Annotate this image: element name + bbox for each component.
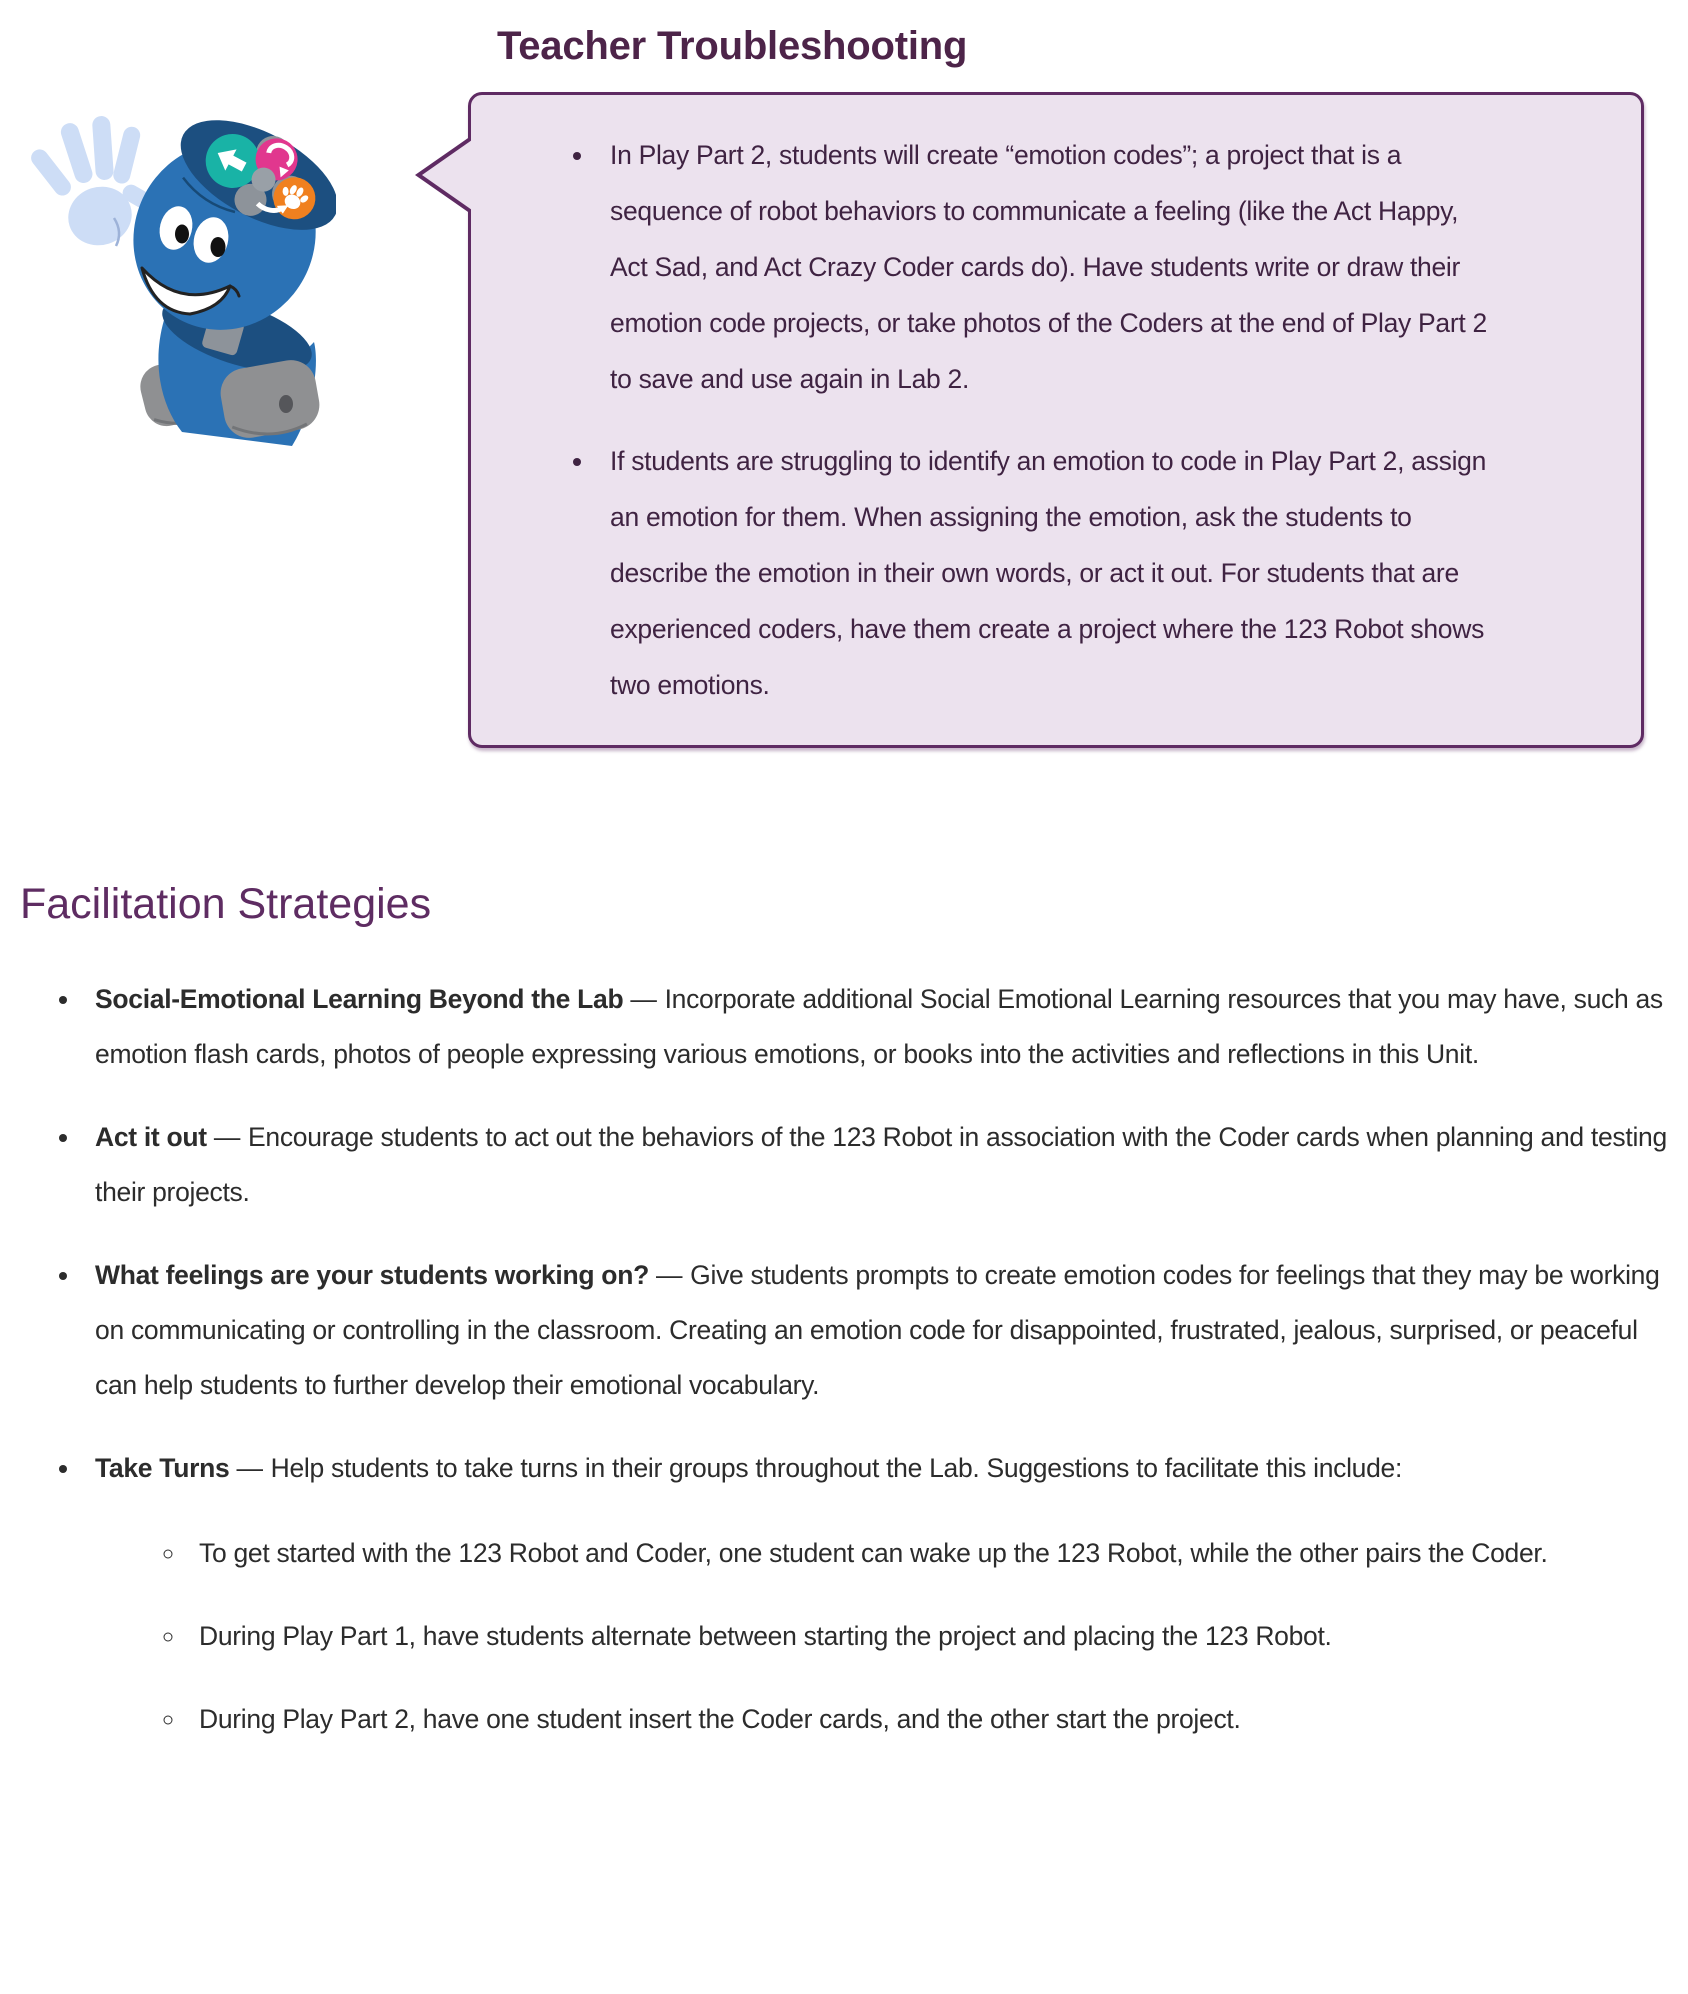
strategy-lead: Social-Emotional Learning Beyond the Lab [95,984,624,1014]
robot-mascot-image [30,102,336,452]
strategy-item-what-feelings [82,1248,1678,1413]
strategy-lead: What feelings are your students working on? [95,1260,649,1290]
page-title: Teacher Troubleshooting [497,24,968,68]
robot-mascot-illustration [30,102,336,452]
strategy-item-take-turns [82,1441,1678,1747]
sublist-item: ◦ During Play Part 2, have one student insert the Coder cards, and the other start the project. [187,1692,1678,1747]
strategy-text: Encourage students to act out the behaviors of the 123 Robot in association with the Coder cards when planning and testing their projects. [95,1122,1667,1207]
facilitation-strategy-list [20,972,1678,1747]
strategy-lead: Act it out [95,1122,207,1152]
facilitation-strategies-section [0,878,1688,1815]
strategy-dash: — [213,1122,241,1152]
take-turns-sublist [95,1526,1678,1747]
callout-bullet: • In Play Part 2, students will create “emotion codes”; a project that is a sequence of robot behaviors to communicate a feeling (like the Act Happy, Act Sad, and Act Crazy Coder cards do). Have students write or draw their emotion code projects, or take photos of the Coders at the end of Play Part 2 to save and use again in Lab 2. [596,127,1501,407]
callout-bullet: • If students are struggling to identify an emotion to code in Play Part 2, assign an emotion for them. When assigning the emotion, ask the students to describe the emotion in their own words, or act it out. For students that are experienced coders, have them create a project where the 123 Robot shows two emotions. [596,433,1501,713]
callout-bullet-list [568,127,1501,713]
strategy-text: Give students prompts to create emotion codes for feelings that they may be working on communicating or controlling in the classroom. Creating an emotion code for disappointed, frustrated, jealous, surprised, or peaceful can help students to further develop their emotional vocabulary. [95,1260,1660,1400]
section-title-facilitation-strategies: Facilitation Strategies [20,880,432,928]
strategy-dash: — [236,1453,263,1483]
strategy-dash: — [655,1260,683,1290]
strategy-item-sel-beyond-lab [82,972,1678,1082]
strategy-lead: Take Turns [95,1453,230,1483]
sublist-item: ◦ To get started with the 123 Robot and Coder, one student can wake up the 123 Robot, while the other pairs the Coder. [187,1526,1678,1581]
strategy-text: Incorporate additional Social Emotional Learning resources that you may have, such as emotion flash cards, photos of people expressing various emotions, or books into the activities and reflections in this Unit. [95,984,1663,1069]
strategy-item-act-it-out [82,1110,1678,1220]
strategy-dash: — [630,984,657,1014]
sublist-item: ◦ During Play Part 1, have students alternate between starting the project and placing the 123 Robot. [187,1609,1678,1664]
teacher-troubleshooting-callout [468,92,1644,748]
strategy-text: Help students to take turns in their groups throughout the Lab. Suggestions to facilitate this include: [270,1453,1403,1483]
